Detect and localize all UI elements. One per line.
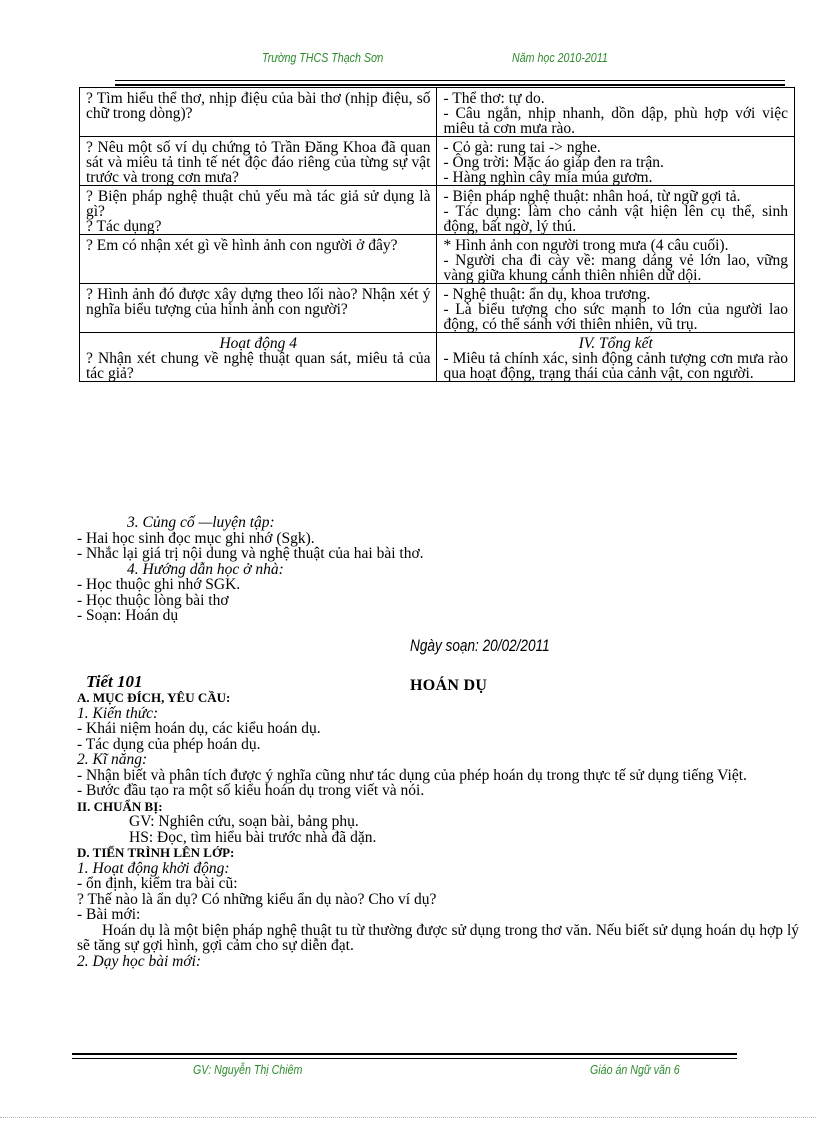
answer-cell — [437, 333, 795, 382]
question-text: ? Tác dụng? — [86, 218, 162, 235]
page-header-year: Năm học 2010-2011 — [512, 50, 608, 65]
list-item: - Khái niệm hoán dụ, các kiểu hoán dụ. — [77, 720, 321, 737]
lesson-number: Tiết 101 — [86, 672, 143, 691]
consolidation-heading: 3. Củng cố —luyện tập: — [127, 514, 275, 531]
list-item: GV: Nghiên cứu, soạn bài, bảng phụ. — [129, 813, 359, 830]
footer-rule — [72, 1058, 737, 1059]
question-cell — [80, 137, 437, 186]
footer-teacher: GV: Nguyễn Thị Chiêm — [193, 1062, 303, 1077]
question-cell — [80, 284, 437, 333]
answer-text: - Cỏ gà: rung tai -> nghe. — [443, 139, 601, 156]
process-heading: D. TIẾN TRÌNH LÊN LỚP: — [77, 845, 235, 860]
answer-cell — [437, 235, 795, 284]
answer-text: - Biện pháp nghệ thuật: nhân hoá, từ ngữ gợi tả. — [443, 188, 741, 205]
list-item: HS: Đọc, tìm hiểu bài trước nhà đã dặn. — [129, 828, 377, 846]
table-row — [80, 137, 795, 186]
knowledge-heading: 1. Kiến thức: — [77, 704, 159, 722]
list-item: - Hai học sinh đọc mục ghi nhớ (Sgk). — [77, 529, 315, 547]
answer-cell — [437, 284, 795, 333]
lesson-table — [79, 87, 795, 382]
list-item: - Nhận biết và phân tích được ý nghĩa cũng như tác dụng của phép hoán dụ trong thực tế sử dụng tiếng Việt. — [77, 766, 747, 784]
answer-cell — [437, 137, 795, 186]
warmup-heading: 1. Hoạt động khởi động: — [77, 859, 230, 877]
answer-text: - Câu ngắn, nhịp nhanh, dồn dập, phù hợp với việc miêu tả cơn mưa rào. — [443, 105, 788, 137]
answer-text: - Là biểu tượng cho sức mạnh to lớn của người lao động, có thể sánh với thiên nhiên, vũ trụ. — [443, 301, 788, 333]
table-row — [80, 235, 795, 284]
answer-text: * Hình ảnh con người trong mưa (4 câu cuối). — [443, 237, 729, 254]
homework-heading: 4. Hướng dẫn học ở nhà: — [127, 560, 284, 578]
list-item: - Bài mới: — [77, 906, 141, 923]
question-cell — [80, 186, 437, 235]
preparation-heading: II. CHUẨN BỊ: — [77, 798, 163, 814]
question-text: ? Nhận xét chung về nghệ thuật quan sát, miêu tả của tác giả? — [86, 350, 431, 382]
question-text: ? Biện pháp nghệ thuật chủ yếu mà tác giả sử dụng là gì? — [86, 188, 431, 220]
header-rule — [115, 84, 785, 86]
answer-text: - Hàng nghìn cây mía múa gươm. — [443, 169, 653, 186]
prep-date: Ngày soạn: 20/02/2011 — [410, 636, 550, 655]
page-header-school: Trường THCS Thạch Sơn — [262, 50, 384, 65]
answer-text: - Ông trời: Mặc áo giáp đen ra trận. — [443, 154, 664, 171]
answer-text: - Thể thơ: tự do. — [443, 90, 545, 107]
lesson-body — [77, 690, 799, 969]
list-item: - Bước đầu tạo ra một số kiểu hoán dụ trong viết và nói. — [77, 782, 425, 799]
answer-text: - Tác dụng: làm cho cảnh vật hiện lên cụ thể, sinh động, bất ngờ, lý thú. — [443, 203, 788, 235]
header-rule — [115, 80, 785, 81]
question-text: ? Em có nhận xét gì về hình ảnh con người ở đây? — [86, 237, 398, 254]
lesson-title: HOÁN DỤ — [410, 677, 488, 694]
activity-caption: Hoạt động 4 — [219, 335, 297, 352]
answer-cell — [437, 186, 795, 235]
table-row — [80, 333, 795, 382]
intro-paragraph: Hoán dụ là một biện pháp nghệ thuật tu từ thường được sử dụng trong thơ văn. Nếu biết sử dụng hoán dụ hợp lý sẽ tăng sự gợi hình, gợi cảm cho sự diễn đạt. — [77, 921, 799, 954]
answer-text: - Người cha đi cày về: mang dáng vẻ lớn lao, vững vàng giữa khung cảnh thiên nhiên dữ dội. — [443, 252, 788, 284]
footer-rule — [72, 1053, 737, 1055]
consolidation-section — [77, 515, 799, 624]
answer-text: - Nghệ thuật: ẩn dụ, khoa trương. — [443, 286, 651, 303]
list-item: - Tác dụng của phép hoán dụ. — [77, 735, 261, 753]
question-cell — [80, 333, 437, 382]
section-caption: IV. Tổng kết — [578, 335, 653, 352]
question-cell — [80, 88, 437, 137]
question-text: ? Tìm hiểu thể thơ, nhịp điệu của bài thơ (nhịp điệu, số chữ trong dòng)? — [86, 90, 431, 122]
table-row — [80, 186, 795, 235]
list-item: - Nhắc lại giá trị nội dung và nghệ thuật của hai bài thơ. — [77, 545, 424, 562]
list-item: - Học thuộc lòng bài thơ — [77, 591, 229, 609]
question-text: ? Nêu một số ví dụ chứng tỏ Trần Đăng Khoa đã quan sát và miêu tả tinh tế nét độc đáo riêng của từng sự vật trước và trong cơn mưa? — [86, 139, 431, 186]
question-text: ? Hình ảnh đó được xây dựng theo lối nào? Nhận xét ý nghĩa biểu tượng của hình ảnh con người? — [86, 286, 431, 318]
table-row — [80, 88, 795, 137]
footer-subject: Giáo án Ngữ văn 6 — [590, 1062, 680, 1077]
teach-heading: 2. Dạy học bài mới: — [77, 952, 202, 970]
objectives-heading: A. MỤC ĐÍCH, YÊU CẦU: — [77, 690, 231, 705]
list-item: ? Thế nào là ẩn dụ? Có những kiểu ẩn dụ nào? Cho ví dụ? — [77, 890, 437, 908]
table-row — [80, 284, 795, 333]
list-item: - Soạn: Hoán dụ — [77, 607, 179, 624]
skills-heading: 2. Kĩ năng: — [77, 751, 148, 768]
answer-text: - Miêu tả chính xác, sinh động cảnh tượng cơn mưa rào qua hoạt động, trạng thái của cảnh vật, con người. — [443, 350, 788, 382]
question-cell — [80, 235, 437, 284]
page-edge — [0, 1117, 816, 1118]
answer-cell — [437, 88, 795, 137]
list-item: - ổn định, kiểm tra bài cũ: — [77, 875, 238, 892]
list-item: - Học thuộc ghi nhớ SGK. — [77, 576, 241, 593]
